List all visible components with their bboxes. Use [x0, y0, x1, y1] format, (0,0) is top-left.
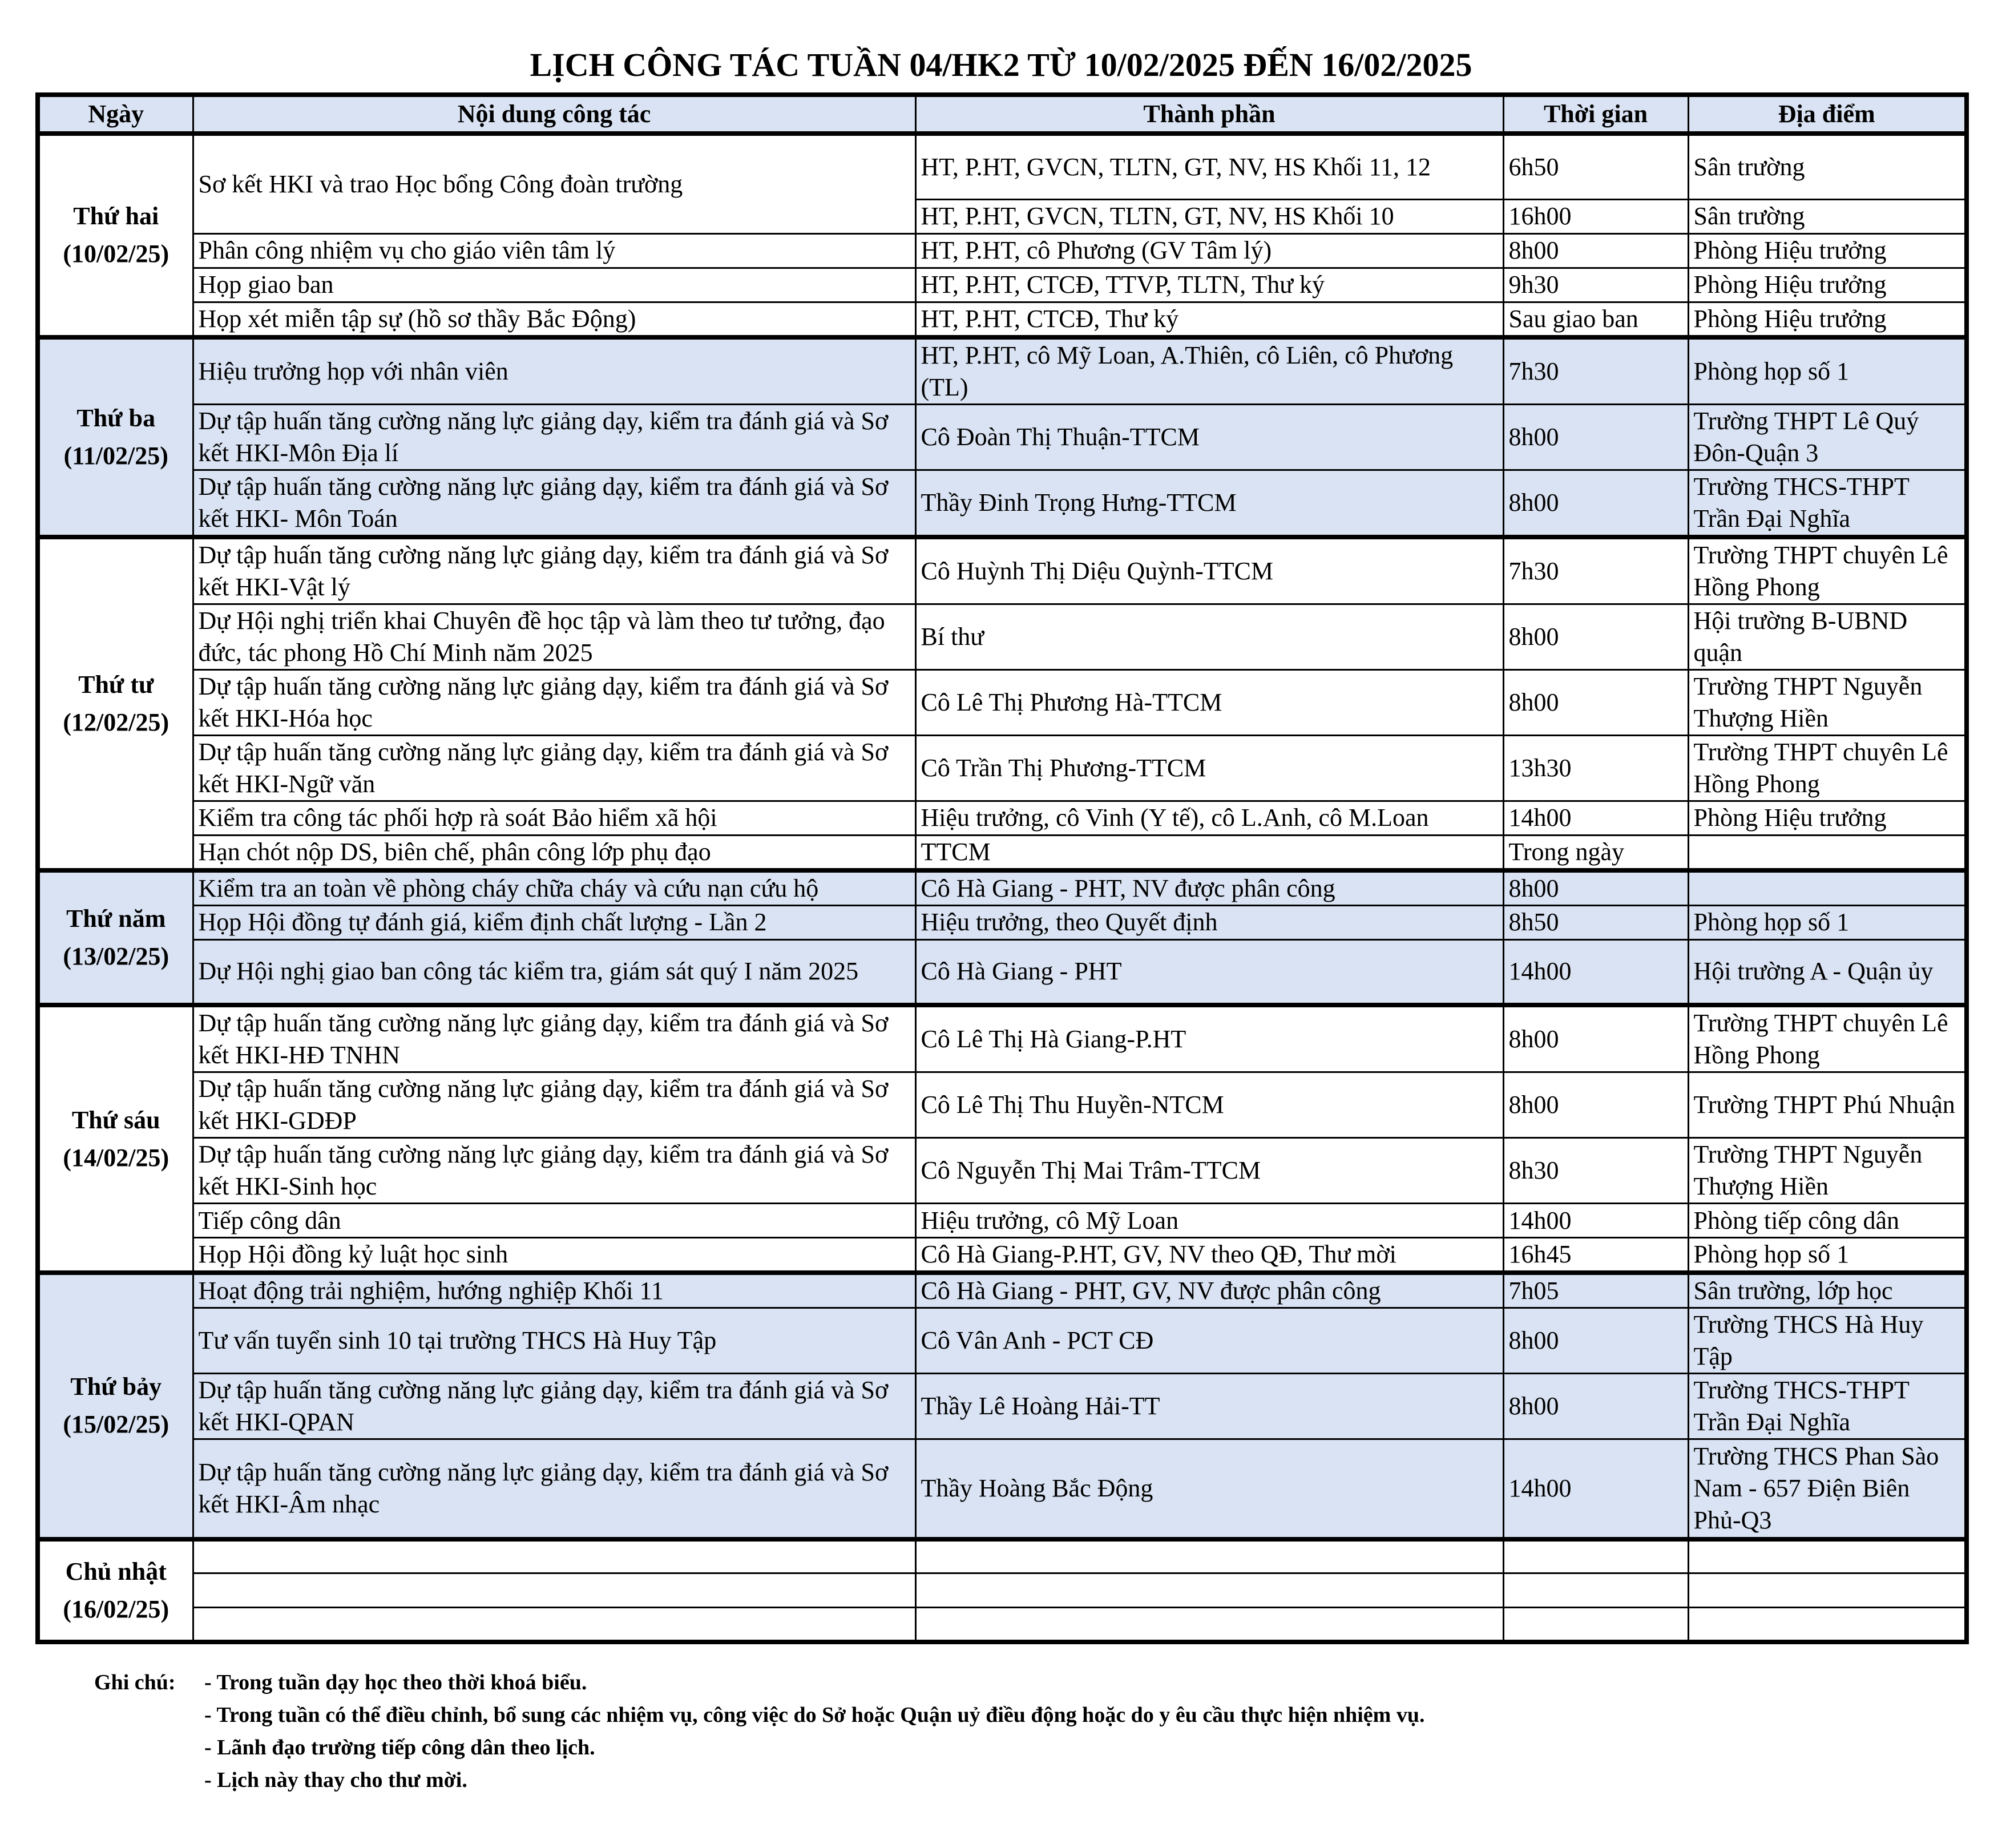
content-cell: Dự tập huấn tăng cường năng lực giảng dạy, kiểm tra đánh giá và Sơ kết HKI-Hóa học: [193, 669, 915, 735]
header-day: Ngày: [38, 95, 193, 134]
place-cell: Phòng họp số 1: [1688, 1238, 1967, 1273]
day-cell: [38, 1005, 193, 1273]
time-cell: Sau giao ban: [1503, 302, 1688, 337]
content-cell: Dự tập huấn tăng cường năng lực giảng dạy, kiểm tra đánh giá và Sơ kết HKI-Ngữ văn: [193, 735, 915, 801]
schedule-row: [38, 801, 1967, 835]
page-title: LỊCH CÔNG TÁC TUẦN 04/HK2 TỪ 10/02/2025 ĐẾN 16/02/2025: [530, 46, 1472, 83]
participants-cell: HT, P.HT, GVCN, TLTN, GT, NV, HS Khối 11, 12: [915, 134, 1503, 199]
content-cell: Dự tập huấn tăng cường năng lực giảng dạy, kiểm tra đánh giá và Sơ kết HKI-Vật lý: [193, 537, 915, 604]
place-cell: Trường THCS Phan Sào Nam - 657 Điện Biên Phủ-Q3: [1688, 1439, 1967, 1539]
place-cell: Hội trường B-UBND quận: [1688, 604, 1967, 669]
participants-cell: TTCM: [915, 835, 1503, 870]
participants-cell: HT, P.HT, CTCĐ, Thư ký: [915, 302, 1503, 337]
place-cell: Phòng Hiệu trưởng: [1688, 801, 1967, 835]
content-cell: Họp giao ban: [193, 268, 915, 302]
place-cell: Hội trường A - Quận ủy: [1688, 939, 1967, 1005]
content-cell: [193, 1539, 915, 1573]
schedule-row: [38, 233, 1967, 268]
schedule-row: [38, 268, 1967, 302]
participants-cell: [915, 1539, 1503, 1573]
time-cell: 8h00: [1503, 870, 1688, 906]
time-cell: 9h30: [1503, 268, 1688, 302]
place-cell: [1688, 870, 1967, 906]
content-cell: Sơ kết HKI và trao Học bổng Công đoàn trường: [193, 134, 915, 233]
place-cell: Trường THPT Phú Nhuận: [1688, 1072, 1967, 1138]
place-cell: [1688, 1608, 1967, 1642]
schedule-table: [35, 92, 1969, 1644]
time-cell: 8h00: [1503, 470, 1688, 537]
participants-cell: Cô Lê Thị Thu Huyền-NTCM: [915, 1072, 1503, 1138]
participants-cell: Cô Nguyễn Thị Mai Trâm-TTCM: [915, 1138, 1503, 1204]
day-name: Thứ hai: [73, 202, 159, 231]
time-cell: 8h00: [1503, 233, 1688, 268]
day-date: (16/02/25): [63, 1595, 169, 1623]
place-cell: Trường THCS Hà Huy Tập: [1688, 1308, 1967, 1374]
day-date: (13/02/25): [63, 942, 169, 970]
participants-cell: Cô Hà Giang - PHT, NV được phân công: [915, 870, 1503, 906]
day-cell: [38, 1539, 193, 1642]
day-name: Chủ nhật: [65, 1557, 167, 1585]
participants-cell: HT, P.HT, cô Phương (GV Tâm lý): [915, 233, 1503, 268]
content-cell: Hạn chót nộp DS, biên chế, phân công lớp phụ đạo: [193, 835, 915, 870]
day-cell: [38, 537, 193, 870]
content-cell: Kiểm tra an toàn về phòng cháy chữa cháy và cứu nạn cứu hộ: [193, 870, 915, 906]
schedule-row: [38, 470, 1967, 537]
schedule-row: [38, 537, 1967, 604]
schedule-row: [38, 604, 1967, 669]
time-cell: 14h00: [1503, 939, 1688, 1005]
content-cell: Họp Hội đồng kỷ luật học sinh: [193, 1238, 915, 1273]
participants-cell: Hiệu trưởng, cô Vinh (Y tế), cô L.Anh, cô M.Loan: [915, 801, 1503, 835]
time-cell: 13h30: [1503, 735, 1688, 801]
participants-cell: Cô Hà Giang - PHT, GV, NV được phân công: [915, 1273, 1503, 1308]
time-cell: 7h30: [1503, 537, 1688, 604]
note-line: - Trong tuần có thể điều chỉnh, bổ sung các nhiệm vụ, công việc do Sở hoặc Quận uỷ điều động hoặc do y êu cầu thực hiện nhiệm vụ.: [204, 1703, 1425, 1727]
content-cell: Dự tập huấn tăng cường năng lực giảng dạy, kiểm tra đánh giá và Sơ kết HKI-HĐ TNHN: [193, 1005, 915, 1072]
schedule-body: [38, 134, 1967, 1642]
content-cell: Kiểm tra công tác phối hợp rà soát Bảo hiểm xã hội: [193, 801, 915, 835]
content-cell: Hiệu trưởng họp với nhân viên: [193, 337, 915, 405]
schedule-row: [38, 669, 1967, 735]
content-cell: [193, 1573, 915, 1608]
time-cell: Trong ngày: [1503, 835, 1688, 870]
day-date: (12/02/25): [63, 708, 169, 736]
participants-cell: Cô Huỳnh Thị Diệu Quỳnh-TTCM: [915, 537, 1503, 604]
participants-cell: Cô Vân Anh - PCT CĐ: [915, 1308, 1503, 1374]
time-cell: 7h05: [1503, 1273, 1688, 1308]
content-cell: Dự tập huấn tăng cường năng lực giảng dạy, kiểm tra đánh giá và Sơ kết HKI-Âm nhạc: [193, 1439, 915, 1539]
day-name: Thứ năm: [66, 904, 166, 933]
participants-cell: Cô Trần Thị Phương-TTCM: [915, 735, 1503, 801]
day-date: (14/02/25): [63, 1143, 169, 1172]
note-line: - Lãnh đạo trường tiếp công dân theo lịch.: [204, 1736, 595, 1760]
time-cell: 16h45: [1503, 1238, 1688, 1273]
place-cell: Phòng Hiệu trưởng: [1688, 233, 1967, 268]
time-cell: [1503, 1573, 1688, 1608]
place-cell: [1688, 1573, 1967, 1608]
content-cell: Phân công nhiệm vụ cho giáo viên tâm lý: [193, 233, 915, 268]
time-cell: 7h30: [1503, 337, 1688, 405]
schedule-row: [38, 1573, 1967, 1608]
participants-cell: Hiệu trưởng, theo Quyết định: [915, 905, 1503, 939]
content-cell: [193, 1608, 915, 1642]
place-cell: Trường THPT Nguyễn Thượng Hiền: [1688, 669, 1967, 735]
place-cell: Trường THPT Nguyễn Thượng Hiền: [1688, 1138, 1967, 1204]
time-cell: 14h00: [1503, 1439, 1688, 1539]
time-cell: 16h00: [1503, 199, 1688, 233]
schedule-row: [38, 1608, 1967, 1642]
place-cell: Sân trường: [1688, 199, 1967, 233]
place-cell: Trường THCS-THPT Trần Đại Nghĩa: [1688, 470, 1967, 537]
time-cell: 14h00: [1503, 1204, 1688, 1238]
day-cell: [38, 870, 193, 1006]
participants-cell: Thầy Hoàng Bắc Động: [915, 1439, 1503, 1539]
participants-cell: Thầy Đinh Trọng Hưng-TTCM: [915, 470, 1503, 537]
day-name: Thứ ba: [76, 404, 156, 432]
content-cell: Dự Hội nghị triển khai Chuyên đề học tập và làm theo tư tưởng, đạo đức, tác phong Hồ Chí Minh năm 2025: [193, 604, 915, 669]
place-cell: Trường THCS-THPT Trần Đại Nghĩa: [1688, 1374, 1967, 1439]
day-cell: [38, 337, 193, 537]
place-cell: Trường THPT chuyên Lê Hồng Phong: [1688, 1005, 1967, 1072]
place-cell: Phòng họp số 1: [1688, 905, 1967, 939]
content-cell: Tiếp công dân: [193, 1204, 915, 1238]
schedule-row: [38, 1204, 1967, 1238]
content-cell: Dự Hội nghị giao ban công tác kiểm tra, giám sát quý I năm 2025: [193, 939, 915, 1005]
schedule-row: [38, 870, 1967, 906]
header-place: Địa điểm: [1688, 95, 1967, 134]
day-name: Thứ bảy: [70, 1373, 162, 1401]
schedule-row: [38, 735, 1967, 801]
day-cell: [38, 134, 193, 337]
note-line: - Lịch này thay cho thư mời.: [204, 1768, 467, 1792]
schedule-row: [38, 1072, 1967, 1138]
time-cell: 8h00: [1503, 1308, 1688, 1374]
place-cell: Sân trường, lớp học: [1688, 1273, 1967, 1308]
participants-cell: [915, 1573, 1503, 1608]
place-cell: Phòng Hiệu trưởng: [1688, 302, 1967, 337]
participants-cell: Cô Đoàn Thị Thuận-TTCM: [915, 404, 1503, 470]
time-cell: 6h50: [1503, 134, 1688, 199]
header-participants: Thành phần: [915, 95, 1503, 134]
schedule-row: [38, 939, 1967, 1005]
schedule-row: [38, 1238, 1967, 1273]
time-cell: 8h00: [1503, 1374, 1688, 1439]
content-cell: Dự tập huấn tăng cường năng lực giảng dạy, kiểm tra đánh giá và Sơ kết HKI-GDĐP: [193, 1072, 915, 1138]
day-date: (15/02/25): [63, 1410, 169, 1439]
header-row: [38, 95, 1967, 134]
place-cell: Phòng họp số 1: [1688, 337, 1967, 405]
content-cell: Hoạt động trải nghiệm, hướng nghiệp Khối 11: [193, 1273, 915, 1308]
time-cell: 8h00: [1503, 604, 1688, 669]
day-name: Thứ tư: [78, 670, 154, 699]
schedule-row: [38, 134, 1967, 199]
schedule-row: [38, 1005, 1967, 1072]
schedule-row: [38, 905, 1967, 939]
participants-cell: [915, 1608, 1503, 1642]
content-cell: Dự tập huấn tăng cường năng lực giảng dạy, kiểm tra đánh giá và Sơ kết HKI-QPAN: [193, 1374, 915, 1439]
participants-cell: Hiệu trưởng, cô Mỹ Loan: [915, 1204, 1503, 1238]
time-cell: 8h50: [1503, 905, 1688, 939]
schedule-row: [38, 835, 1967, 870]
place-cell: Trường THPT chuyên Lê Hồng Phong: [1688, 537, 1967, 604]
schedule-row: [38, 302, 1967, 337]
header-time: Thời gian: [1503, 95, 1688, 134]
time-cell: [1503, 1608, 1688, 1642]
time-cell: 14h00: [1503, 801, 1688, 835]
place-cell: Phòng Hiệu trưởng: [1688, 268, 1967, 302]
place-cell: Sân trường: [1688, 134, 1967, 199]
participants-cell: Cô Lê Thị Hà Giang-P.HT: [915, 1005, 1503, 1072]
note-line: - Trong tuần dạy học theo thời khoá biểu.: [204, 1671, 587, 1694]
schedule-row: [38, 1539, 1967, 1573]
content-cell: Họp xét miễn tập sự (hồ sơ thầy Bắc Động): [193, 302, 915, 337]
schedule-row: [38, 404, 1967, 470]
participants-cell: HT, P.HT, cô Mỹ Loan, A.Thiên, cô Liên, cô Phương (TL): [915, 337, 1503, 405]
participants-cell: Cô Hà Giang - PHT: [915, 939, 1503, 1005]
place-cell: [1688, 1539, 1967, 1573]
place-cell: Trường THPT chuyên Lê Hồng Phong: [1688, 735, 1967, 801]
participants-cell: Thầy Lê Hoàng Hải-TT: [915, 1374, 1503, 1439]
place-cell: Trường THPT Lê Quý Đôn-Quận 3: [1688, 404, 1967, 470]
participants-cell: HT, P.HT, CTCĐ, TTVP, TLTN, Thư ký: [915, 268, 1503, 302]
schedule-row: [38, 1138, 1967, 1204]
participants-cell: HT, P.HT, GVCN, TLTN, GT, NV, HS Khối 10: [915, 199, 1503, 233]
time-cell: 8h00: [1503, 1005, 1688, 1072]
notes-label: Ghi chú:: [94, 1671, 176, 1694]
participants-cell: Cô Hà Giang-P.HT, GV, NV theo QĐ, Thư mời: [915, 1238, 1503, 1273]
place-cell: Phòng tiếp công dân: [1688, 1204, 1967, 1238]
content-cell: Dự tập huấn tăng cường năng lực giảng dạy, kiểm tra đánh giá và Sơ kết HKI- Môn Toán: [193, 470, 915, 537]
content-cell: Tư vấn tuyển sinh 10 tại trường THCS Hà Huy Tập: [193, 1308, 915, 1374]
time-cell: 8h00: [1503, 1072, 1688, 1138]
time-cell: 8h00: [1503, 404, 1688, 470]
content-cell: Dự tập huấn tăng cường năng lực giảng dạy, kiểm tra đánh giá và Sơ kết HKI-Sinh học: [193, 1138, 915, 1204]
content-cell: Họp Hội đồng tự đánh giá, kiểm định chất lượng - Lần 2: [193, 905, 915, 939]
schedule-row: [38, 337, 1967, 405]
schedule-row: [38, 1439, 1967, 1539]
day-cell: [38, 1273, 193, 1539]
content-cell: Dự tập huấn tăng cường năng lực giảng dạy, kiểm tra đánh giá và Sơ kết HKI-Môn Địa lí: [193, 404, 915, 470]
time-cell: [1503, 1539, 1688, 1573]
schedule-row: [38, 1374, 1967, 1439]
schedule-row: [38, 1273, 1967, 1308]
schedule-row: [38, 1308, 1967, 1374]
participants-cell: Bí thư: [915, 604, 1503, 669]
day-date: (10/02/25): [63, 240, 169, 268]
time-cell: 8h30: [1503, 1138, 1688, 1204]
time-cell: 8h00: [1503, 669, 1688, 735]
header-content: Nội dung công tác: [193, 95, 915, 134]
day-date: (11/02/25): [63, 441, 168, 470]
day-name: Thứ sáu: [71, 1105, 160, 1134]
place-cell: [1688, 835, 1967, 870]
participants-cell: Cô Lê Thị Phương Hà-TTCM: [915, 669, 1503, 735]
